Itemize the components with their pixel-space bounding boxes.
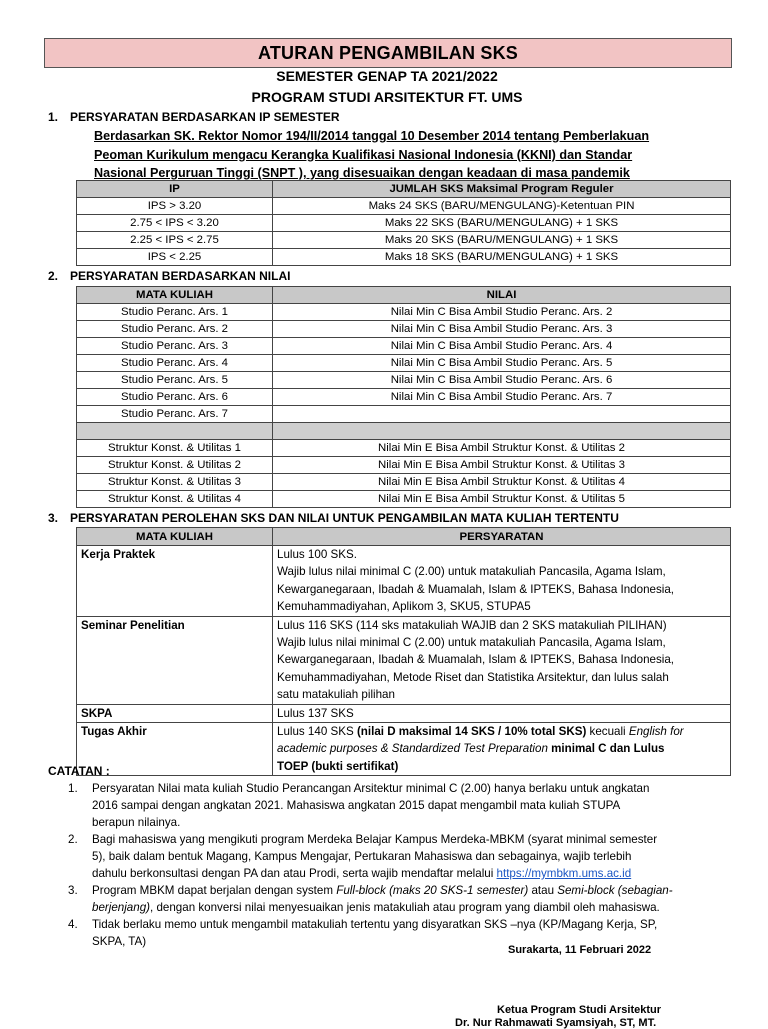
course-cell: SKPA — [77, 704, 273, 722]
table-cell: Nilai Min E Bisa Ambil Struktur Konst. & Utilitas 4 — [273, 474, 731, 491]
note-number: 2. — [68, 833, 78, 846]
requirement-bold-text: minimal C dan Lulus — [547, 742, 665, 756]
requirement-line: Kemuhammadiyahan, Metode Riset dan Statistika Arsitektur, dan lulus salah — [277, 670, 669, 684]
requirement-cell — [273, 704, 731, 722]
requirement-cell — [273, 723, 731, 776]
intro-line: Nasional Perguruan Tinggi (SNPT ), yang disesuaikan dengan keadaan di masa pandemik — [94, 166, 630, 180]
note-italic-text: berjenjang) — [92, 901, 151, 914]
table-row — [77, 338, 731, 355]
section-number: 3. — [48, 511, 59, 525]
note-text: dahulu berkonsultasi dengan PA dan atau Prodi, serta wajib mendaftar melalui — [92, 867, 497, 880]
table-cell: Nilai Min E Bisa Ambil Struktur Konst. & Utilitas 5 — [273, 491, 731, 508]
nilai-table — [76, 286, 731, 508]
section-number: 2. — [48, 269, 59, 283]
table-cell: Nilai Min E Bisa Ambil Struktur Konst. & Utilitas 2 — [273, 440, 731, 457]
table-row — [77, 440, 731, 457]
table-separator-row — [77, 423, 731, 440]
note-item — [68, 780, 732, 831]
table-cell: Nilai Min C Bisa Ambil Studio Peranc. Ars. 5 — [273, 355, 731, 372]
table-row — [77, 232, 731, 249]
requirement-italic-text: academic purposes & Standardized Test Preparation — [277, 742, 548, 756]
note-line — [92, 899, 732, 916]
table-cell: Nilai Min E Bisa Ambil Struktur Konst. & Utilitas 3 — [273, 457, 731, 474]
table-row — [77, 546, 731, 617]
requirement-line — [277, 758, 726, 775]
table-row — [77, 321, 731, 338]
table-row — [77, 198, 731, 215]
table-cell — [77, 423, 273, 440]
note-line — [92, 882, 732, 899]
table-row — [77, 406, 731, 423]
table-row — [77, 474, 731, 491]
requirement-cell — [273, 546, 731, 617]
note-text: Program MBKM dapat berjalan dengan system — [92, 884, 337, 897]
requirement-line: Wajib lulus nilai minimal C (2.00) untuk matakuliah Pancasila, Agama Islam, — [277, 636, 666, 650]
semester-subtitle: SEMESTER GENAP TA 2021/2022 — [276, 68, 498, 84]
requirement-text: kecuali — [586, 725, 629, 739]
table-row — [77, 215, 731, 232]
column-header: MATA KULIAH — [77, 528, 273, 546]
note-number: 1. — [68, 782, 78, 795]
table-header-row — [77, 287, 731, 304]
table-cell: 2.25 < IPS < 2.75 — [77, 232, 273, 249]
requirement-line: Kewarganegaraan, Ibadah & Muamalah, Islam & IPTEKS, Bahasa Indonesia, — [277, 582, 675, 596]
table-row — [77, 723, 731, 776]
section-number: 1. — [48, 110, 59, 124]
column-header: NILAI — [273, 287, 731, 304]
table-cell: 2.75 < IPS < 3.20 — [77, 215, 273, 232]
note-text: , dengan konversi nilai menyesuaikan jenis matakuliah atau program yang diambil oleh mahasiswa. — [150, 901, 660, 914]
table-cell: Studio Peranc. Ars. 2 — [77, 321, 273, 338]
requirement-line: satu matakuliah pilihan — [277, 688, 395, 702]
document-title: ATURAN PENGAMBILAN SKS — [44, 38, 732, 68]
requirement-line: Kemuhammadiyahan, Aplikom 3, SKU5, STUPA5 — [277, 600, 531, 614]
table-cell: Struktur Konst. & Utilitas 1 — [77, 440, 273, 457]
signatory-name: Dr. Nur Rahmawati Syamsiyah, ST, MT. — [455, 1017, 657, 1029]
requirement-cell — [273, 616, 731, 704]
note-line: 2016 sampai dengan angkatan 2021. Mahasiswa angkatan 2015 dapat mengambil mata kuliah STUPA — [92, 799, 621, 812]
section-1-intro — [94, 127, 734, 183]
table-cell — [273, 406, 731, 423]
place-date: Surakarta, 11 Februari 2022 — [508, 944, 652, 956]
requirement-line — [277, 740, 726, 757]
requirement-line: Wajib lulus nilai minimal C (2.00) untuk matakuliah Pancasila, Agama Islam, — [277, 565, 666, 579]
requirement-line — [277, 723, 726, 740]
table-row — [77, 389, 731, 406]
note-line: 5), baik dalam bentuk Magang, Kampus Mengajar, Pertukaran Mahasiswa dan sebagainya, wajib terlebih — [92, 850, 632, 863]
table-cell: Maks 20 SKS (BARU/MENGULANG) + 1 SKS — [273, 232, 731, 249]
table-cell: Nilai Min C Bisa Ambil Studio Peranc. Ars. 4 — [273, 338, 731, 355]
intro-line: Berdasarkan SK. Rektor Nomor 194/II/2014 tanggal 10 Desember 2014 tentang Pemberlakuan — [94, 129, 650, 143]
section-title: PERSYARATAN BERDASARKAN NILAI — [70, 269, 291, 283]
table-cell: Nilai Min C Bisa Ambil Studio Peranc. Ars. 6 — [273, 372, 731, 389]
table-cell: Studio Peranc. Ars. 7 — [77, 406, 273, 423]
note-line: Persyaratan Nilai mata kuliah Studio Perancangan Arsitektur minimal C (2.00) hanya berlaku untuk angkatan — [92, 782, 650, 795]
table-cell: Nilai Min C Bisa Ambil Studio Peranc. Ars. 2 — [273, 304, 731, 321]
column-header: JUMLAH SKS Maksimal Program Reguler — [273, 181, 731, 198]
table-row — [77, 304, 731, 321]
table-cell: Maks 18 SKS (BARU/MENGULANG) + 1 SKS — [273, 249, 731, 266]
requirement-italic-text: English for — [628, 725, 684, 739]
table-header-row — [77, 181, 731, 198]
requirement-bold-text: TOEP (bukti sertifikat) — [277, 759, 399, 773]
intro-line: Peoman Kurikulum mengacu Kerangka Kualifikasi Nasional Indonesia (KKNI) dan Standar — [94, 147, 633, 162]
note-line: Bagi mahasiswa yang mengikuti program Merdeka Belajar Kampus Merdeka-MBKM (syarat minimal semester — [92, 833, 658, 846]
table-cell: IPS < 2.25 — [77, 249, 273, 266]
table-cell: Maks 24 SKS (BARU/MENGULANG)-Ketentuan PIN — [273, 198, 731, 215]
note-line: Tidak berlaku memo untuk mengambil matakuliah tertentu yang disyaratkan SKS –nya (KP/Magang Kerja, SP, — [92, 918, 658, 931]
table-cell: Studio Peranc. Ars. 4 — [77, 355, 273, 372]
table-row — [77, 704, 731, 722]
column-header: IP — [77, 181, 273, 198]
mbkm-link[interactable]: https://mymbkm.ums.ac.id — [496, 867, 632, 880]
table-cell — [273, 423, 731, 440]
course-cell: Seminar Penelitian — [77, 616, 273, 704]
catatan-heading: CATATAN : — [48, 764, 110, 778]
note-item — [68, 831, 732, 882]
table-cell: Studio Peranc. Ars. 1 — [77, 304, 273, 321]
table-cell: Studio Peranc. Ars. 3 — [77, 338, 273, 355]
table-row — [77, 249, 731, 266]
course-cell: Kerja Praktek — [77, 546, 273, 617]
requirement-text: Lulus 140 SKS — [277, 725, 357, 739]
table-header-row — [77, 528, 731, 546]
note-line: SKPA, TA) — [92, 935, 147, 948]
note-number: 4. — [68, 918, 78, 931]
section-title: PERSYARATAN PEROLEHAN SKS DAN NILAI UNTUK PENGAMBILAN MATA KULIAH TERTENTU — [70, 511, 619, 525]
note-italic-text: Semi-block (sebagian- — [557, 884, 673, 897]
signatory-position: Ketua Program Studi Arsitektur — [497, 1004, 662, 1016]
catatan-list — [68, 780, 732, 950]
requirement-line: Lulus 100 SKS. — [277, 548, 357, 561]
table-row — [77, 355, 731, 372]
note-number: 3. — [68, 884, 78, 897]
table-row — [77, 616, 731, 704]
table-cell: Studio Peranc. Ars. 6 — [77, 389, 273, 406]
table-cell: Maks 22 SKS (BARU/MENGULANG) + 1 SKS — [273, 215, 731, 232]
table-cell: Nilai Min C Bisa Ambil Studio Peranc. Ars. 7 — [273, 389, 731, 406]
table-cell: IPS > 3.20 — [77, 198, 273, 215]
persyaratan-table — [76, 527, 731, 776]
requirement-line: Kewarganegaraan, Ibadah & Muamalah, Islam & IPTEKS, Bahasa Indonesia, — [277, 653, 675, 667]
table-row — [77, 491, 731, 508]
column-header: MATA KULIAH — [77, 287, 273, 304]
requirement-line: Lulus 137 SKS — [277, 706, 354, 720]
requirement-line: Lulus 116 SKS (114 sks matakuliah WAJIB dan 2 SKS matakuliah PILIHAN) — [277, 618, 667, 632]
table-cell: Nilai Min C Bisa Ambil Studio Peranc. Ars. 3 — [273, 321, 731, 338]
requirement-bold-text: (nilai D maksimal 14 SKS / 10% total SKS) — [356, 725, 587, 739]
table-cell: Struktur Konst. & Utilitas 2 — [77, 457, 273, 474]
section-title: PERSYARATAN BERDASARKAN IP SEMESTER — [70, 110, 340, 124]
note-line — [92, 865, 732, 882]
column-header: PERSYARATAN — [273, 528, 731, 546]
note-item — [68, 882, 732, 916]
ip-table — [76, 180, 731, 266]
note-italic-text: Full-block (maks 20 SKS-1 semester) — [336, 884, 529, 897]
note-line: berapun nilainya. — [92, 816, 181, 829]
table-cell: Studio Peranc. Ars. 5 — [77, 372, 273, 389]
program-subtitle: PROGRAM STUDI ARSITEKTUR FT. UMS — [251, 89, 523, 105]
table-row — [77, 457, 731, 474]
table-cell: Struktur Konst. & Utilitas 4 — [77, 491, 273, 508]
table-cell: Struktur Konst. & Utilitas 3 — [77, 474, 273, 491]
table-row — [77, 372, 731, 389]
note-text: atau — [528, 884, 558, 897]
course-cell: Tugas Akhir — [77, 723, 273, 776]
